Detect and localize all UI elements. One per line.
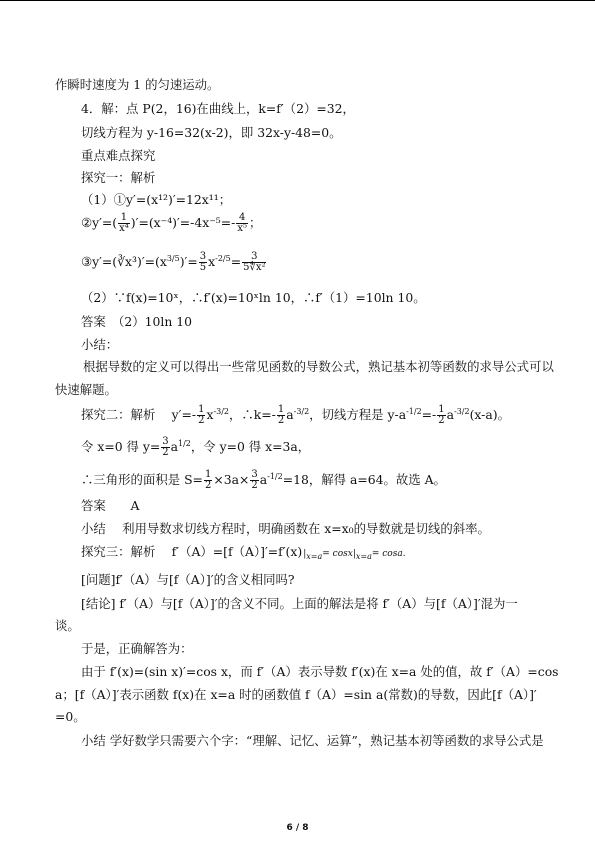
- text-line: =0。: [55, 709, 86, 724]
- exponent: 3/5: [166, 253, 180, 263]
- denominator: x⁵: [237, 223, 247, 234]
- numerator: 1: [277, 404, 285, 415]
- explore-2-line: [81, 405, 510, 426]
- denominator: 5: [199, 262, 207, 273]
- fraction: [199, 252, 207, 273]
- formula-text: 令 x=0 得 y=: [81, 439, 161, 454]
- eval-text: = cosa.: [371, 549, 406, 559]
- page-top-rule: [0, 0, 595, 1]
- eval-text: = cosx: [322, 549, 353, 559]
- exponent: -1/2: [267, 471, 283, 481]
- fraction: [250, 470, 258, 491]
- formula-text: )′=: [179, 254, 198, 269]
- numerator: 1: [204, 469, 212, 480]
- formula-text: x: [206, 407, 214, 422]
- numerator: 3: [162, 436, 169, 447]
- formula-1: （1）①y′=(x¹²)′=12x¹¹；: [81, 192, 232, 207]
- eval-subscript: x=a: [355, 551, 372, 561]
- answer-line: 答案 A: [81, 498, 140, 513]
- formula-text: ∴三角形的面积是 S=: [81, 472, 203, 487]
- formula-text: (x-a)。: [469, 407, 510, 422]
- fraction: [437, 405, 445, 426]
- text-line: 探究一：解析: [81, 170, 156, 185]
- summary-label: 小结：: [81, 337, 119, 352]
- evaluation-bar: |x=a= cosx|x=a= cosa.: [303, 549, 406, 561]
- denominator: 2: [277, 415, 285, 426]
- text-line: 快速解题。: [55, 382, 117, 397]
- fraction: [197, 405, 205, 426]
- formula-text: ，令 y=0 得 x=3a，: [190, 439, 311, 454]
- fraction: [161, 437, 169, 458]
- formula-text: a: [286, 407, 294, 422]
- text-line: 作瞬时速度为 1 的匀速运动。: [55, 77, 220, 92]
- numerator: 1: [438, 404, 445, 415]
- explore-3-line: [81, 544, 406, 562]
- formula-text: =: [230, 254, 242, 269]
- answer-line: 答案 （2）10ln 10: [81, 314, 193, 329]
- formula-text: ，切线方程是 y-a: [309, 407, 407, 422]
- formula-text: ②y′=(: [81, 215, 118, 230]
- exponent: 1/2: [178, 438, 191, 448]
- denominator: 2: [204, 480, 212, 491]
- denominator: 2: [162, 447, 169, 458]
- formula-text: a: [170, 439, 178, 454]
- text-line: 切线方程为 y-16=32(x-2)，即 32x-y-48=0。: [81, 125, 342, 140]
- text-line: 4．解：点 P(2，16)在曲线上，k=f′（2）=32，: [81, 101, 355, 116]
- formula-text: a: [259, 472, 268, 487]
- denominator: 2: [438, 415, 445, 426]
- section-heading: 重点难点探究: [81, 148, 156, 163]
- fraction: [118, 213, 130, 234]
- fraction: [236, 213, 248, 234]
- page-number: 6 / 8: [286, 823, 309, 833]
- formula-text: ③y′=(∛x³)′=(x: [81, 254, 167, 269]
- let-line: [81, 437, 310, 458]
- numerator: 4: [236, 213, 248, 224]
- text-line: a；[f（A）]′表示函数 f(x)在 x=a 时的函数值 f（A）=sin a(常数)的导数，因此[f（A）]′: [55, 687, 537, 702]
- numerator: 3: [251, 469, 258, 480]
- conclusion-line: [结论] f′（A）与[f（A）]′的含义不同。上面的解法是将 f′（A）与[f（A）]′混为一: [81, 596, 518, 611]
- formula-text: ，∴k=-: [229, 407, 276, 422]
- formula-text: ×3a×: [213, 472, 250, 487]
- denominator: 2: [198, 415, 205, 426]
- exponent: -3/2: [213, 406, 230, 416]
- numerator: 1: [198, 404, 205, 415]
- denominator: 2: [251, 480, 258, 491]
- formula-text: x: [208, 254, 216, 269]
- numerator: 3: [242, 252, 266, 263]
- formula-text: a: [446, 407, 454, 422]
- denominator: 5∜x²: [243, 262, 266, 273]
- text-line: 根据导数的定义可以得出一些常见函数的导数公式，熟记基本初等函数的求导公式可以: [83, 359, 554, 374]
- eval-subscript: x=a: [306, 551, 323, 561]
- exponent: -3/2: [454, 406, 470, 416]
- denominator: x⁴: [119, 223, 129, 234]
- fraction: [277, 405, 285, 426]
- text-line: （2）∵f(x)=10ˣ，∴f′(x)=10ˣln 10，∴f′（1）=10ln 10。: [81, 290, 426, 305]
- formula-text: 探究三：解析 f′（A）=[f（A）]′=f′(x): [81, 544, 303, 559]
- question-line: [问题]f′（A）与[f（A）]′的含义相同吗?: [81, 572, 295, 587]
- text-line: 于是，正确解答为：: [81, 641, 193, 656]
- formula-text: )′=(x⁻⁴)′=-4x⁻⁵=-: [130, 215, 236, 230]
- exponent: -1/2: [406, 406, 422, 416]
- numerator: 3: [199, 251, 207, 262]
- formula-2: [81, 213, 261, 234]
- exponent: -3/2: [293, 406, 310, 416]
- area-line: [81, 470, 446, 491]
- fraction: [242, 252, 266, 273]
- text-line: 由于 f′(x)=(sin x)′=cos x，而 f′（A）表示导数 f′(x)在 x=a 处的值，故 f′（A）=cos: [81, 664, 559, 679]
- exponent: -2/5: [215, 253, 231, 263]
- formula-text: 探究二：解析 y′=-: [81, 407, 197, 422]
- formula-text: =18，解得 a=64。故选 A。: [282, 472, 446, 487]
- summary-line: 小结 学好数学只需要六个字：“理解、记忆、运算”，熟记基本初等函数的求导公式是: [81, 733, 544, 748]
- text-line: 谈。: [55, 618, 80, 633]
- formula-3: [81, 252, 267, 273]
- numerator: 1: [118, 213, 130, 224]
- formula-text: =-: [421, 407, 437, 422]
- formula-text: ；: [248, 215, 262, 230]
- summary-line: 小结 利用导数求切线方程时，明确函数在 x=x₀的导数就是切线的斜率。: [81, 521, 490, 536]
- fraction: [204, 470, 212, 491]
